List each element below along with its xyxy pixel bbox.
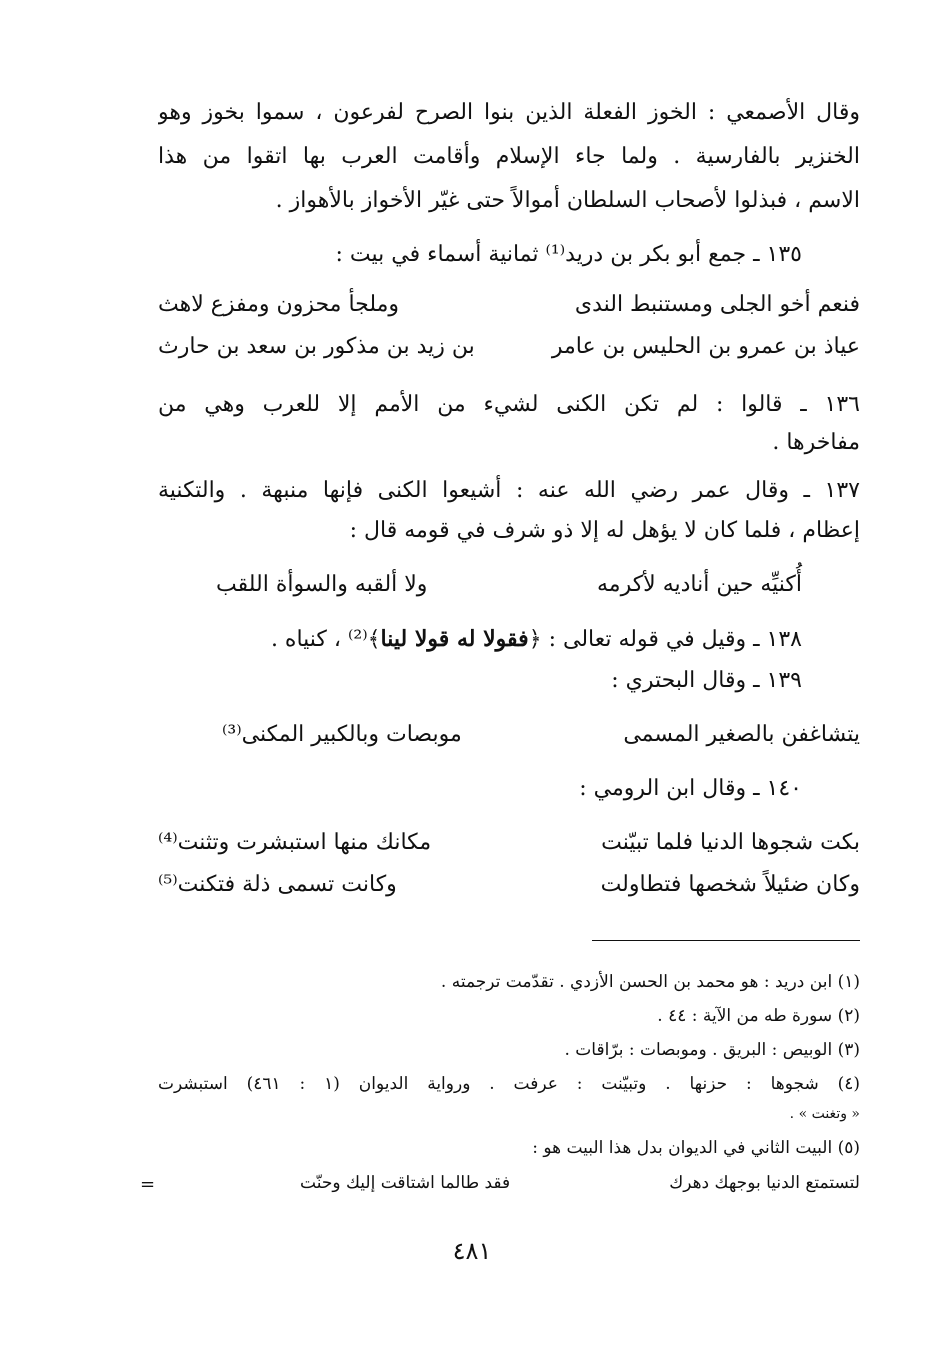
verse-hemistich-second: موبصات وبالكبير المكنى⁽³⁾	[222, 722, 462, 747]
item-137-line-1: ١٣٧ ـ وقال عمر رضي الله عنه : أشيعوا الكنى فإنها منبهة . والتكنية	[158, 478, 860, 503]
verse-hemistich-second: وكانت تسمى ذلة فتكنت⁽⁵⁾	[158, 872, 397, 897]
verse-hemistich-first: أُكنيِّه حين أناديه لأكرمه	[596, 572, 802, 597]
footnote-2: (٢) سورة طه من الآية : ٤٤ .	[657, 1006, 860, 1026]
item-139-heading: ١٣٩ ـ وقال البحتري :	[611, 668, 802, 693]
verse-hemistich-first: وكان ضئيلاً شخصها فتطاولت	[600, 872, 860, 897]
footnote-4-continued: « وتغنت » .	[789, 1106, 860, 1122]
item-140-heading: ١٤٠ ـ وقال ابن الرومي :	[579, 776, 802, 801]
verse-hemistich-first: يتشاغفن بالصغير المسمى	[623, 722, 860, 747]
verse-hemistich-second: فقد طالما اشتاقت إليك وحنّت	[300, 1173, 511, 1193]
verse-139	[158, 716, 860, 754]
item-137-line-2: إعظام ، فلما كان لا يؤهل له إلا ذو شرف في قومه قال :	[349, 518, 860, 543]
intro-line-1: وقال الأصمعي : الخوز الفعلة الذين بنوا الصرح لفرعون ، سموا بخوز وهو	[158, 100, 860, 125]
footnote-3: (٣) الوبيص : البريق . وموبصات : برّاقات .	[564, 1040, 860, 1060]
item-136-line-2: مفاخرها .	[772, 430, 860, 455]
verse-hemistich-second: ولا ألقبه والسوأة اللقب	[216, 572, 428, 597]
verse-140-2	[158, 866, 860, 904]
footnote-5: (٥) البيت الثاني في الديوان بدل هذا البيت هو :	[532, 1138, 860, 1158]
item-138	[158, 622, 802, 657]
verse-135-1	[158, 286, 860, 324]
footnote-divider	[592, 940, 860, 941]
verse-hemistich-second: بن زيد بن مذكور بن سعد بن حارث	[158, 334, 475, 359]
quran-quote: فقولا له قولا لينا	[380, 626, 529, 652]
verse-hemistich-first: بكت شجوها الدنيا فلما تبيّنت	[601, 830, 860, 855]
verse-135-2	[158, 328, 860, 366]
item-135-heading: ١٣٥ ـ جمع أبو بكر بن دريد⁽¹⁾ ثمانية أسماء في بيت :	[335, 242, 802, 267]
verse-hemistich-first: لتستمتع الدنيا بوجهك دهرك	[669, 1173, 860, 1193]
item-138-suffix: ﴾⁽²⁾ ، كنياه .	[270, 627, 381, 652]
footnote-1: (١) ابن دريد : هو محمد بن الحسن الأزدي . تقدّمت ترجمته .	[440, 972, 860, 992]
verse-140-1	[158, 824, 860, 862]
page-number: ٤٨١	[452, 1237, 492, 1265]
footnote-5-verse	[300, 1168, 860, 1206]
verse-hemistich-first: عياذ بن عمرو بن الحليس بن عامر	[551, 334, 860, 359]
verse-137	[216, 566, 802, 604]
intro-line-2: الخنزير بالفارسية . ولما جاء الإسلام وأقامت العرب بها اتقوا من هذا	[158, 144, 860, 169]
verse-hemistich-second: مكانك منها استبشرت وتثنت⁽⁴⁾	[158, 830, 432, 855]
continuation-mark: =	[140, 1174, 156, 1195]
item-136-line-1: ١٣٦ ـ قالوا : لم تكن الكنى لشيء من الأمم إلا للعرب وهي من	[158, 392, 860, 417]
item-138-prefix: ١٣٨ ـ وقيل في قوله تعالى : ﴿	[528, 627, 802, 652]
verse-hemistich-first: فنعم أخو الجلى ومستنبط الندى	[574, 292, 860, 317]
intro-line-3: الاسم ، فبذلوا لأصحاب السلطان أموالاً حتى غيّر الأخواز بالأهواز .	[275, 188, 860, 213]
footnote-4: (٤) شجوها : حزنها . وتبيّنت : عرفت . ورواية الديوان (١ : ٤٦١) استبشرت	[158, 1074, 860, 1094]
verse-hemistich-second: وملجأ محزون ومفزع لاهث	[158, 292, 400, 317]
